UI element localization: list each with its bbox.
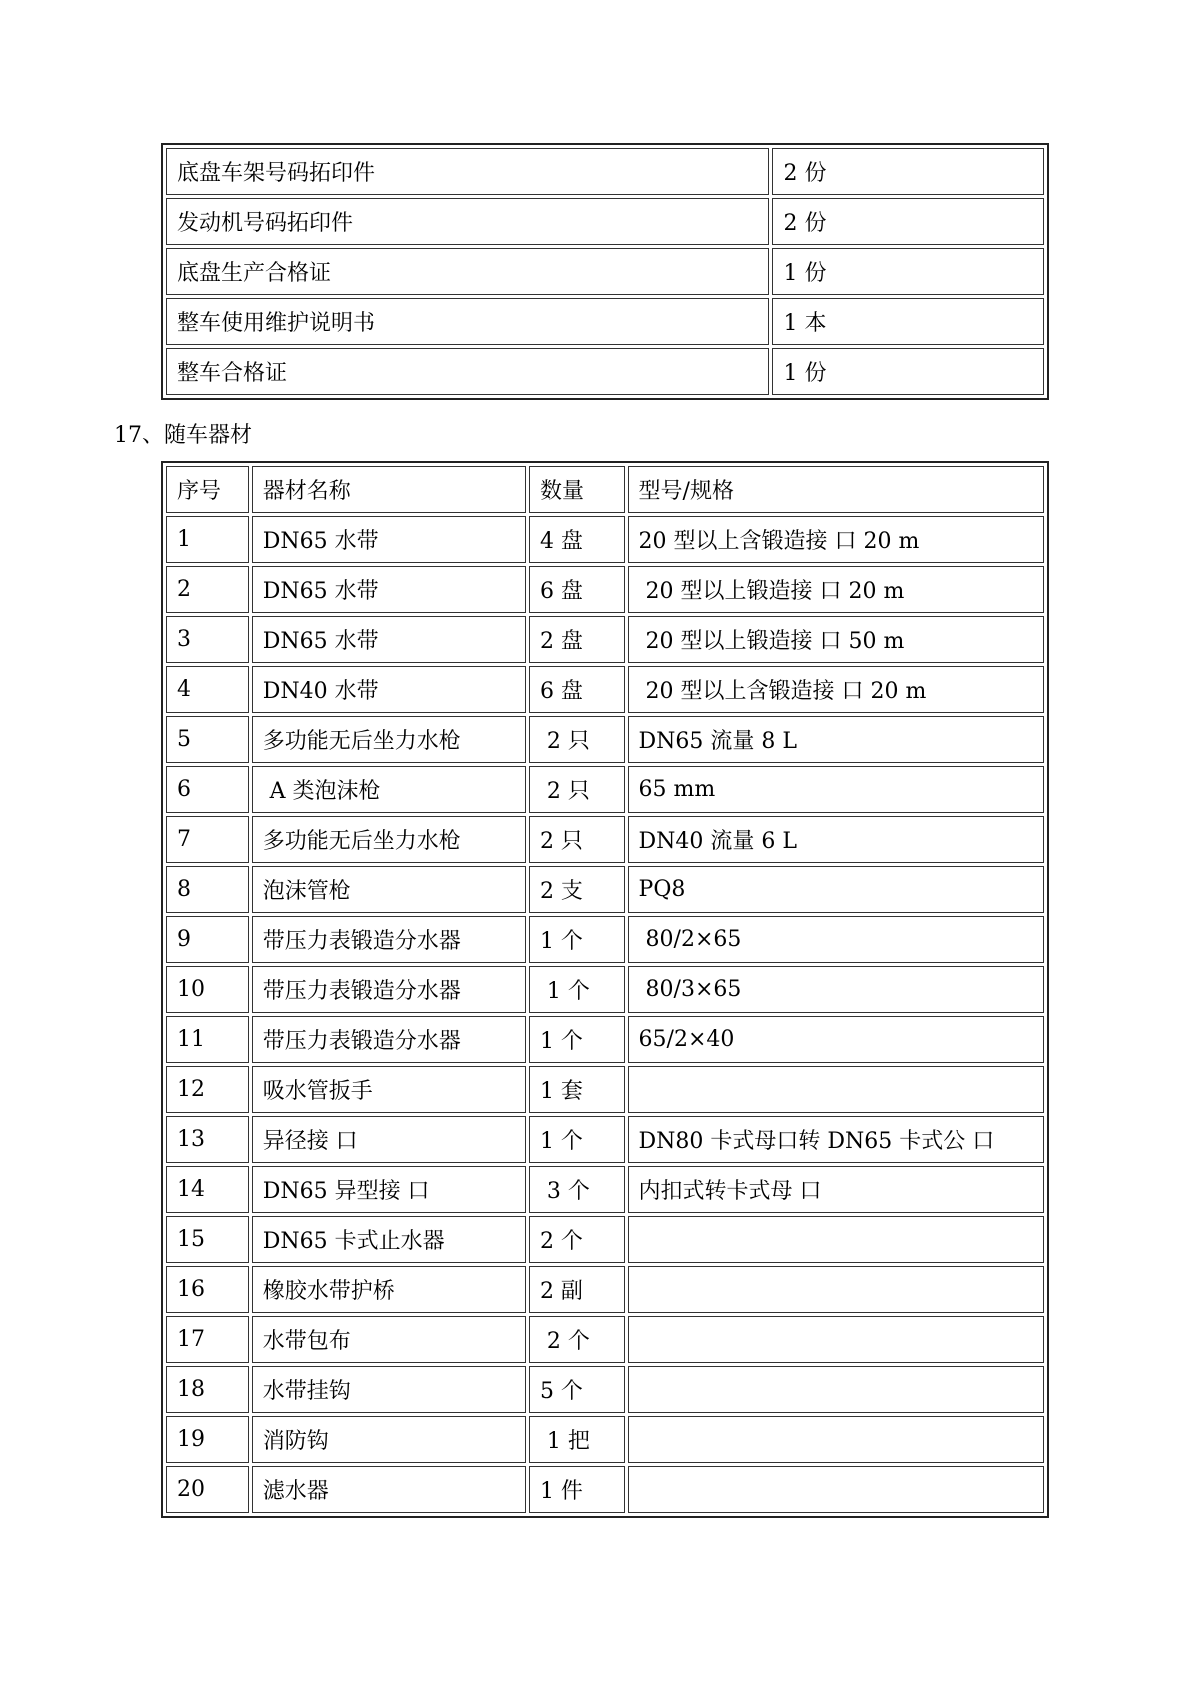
equipment-spec [628, 1266, 1044, 1313]
equipment-no: 16 [166, 1266, 249, 1313]
document-name: 整车使用维护说明书 [166, 298, 769, 345]
equipment-no: 20 [166, 1466, 249, 1513]
equipment-spec [628, 1416, 1044, 1463]
equipment-spec [628, 1466, 1044, 1513]
table-row [166, 198, 1044, 245]
table-row [166, 966, 1044, 1013]
equipment-spec [628, 1366, 1044, 1413]
document-name: 整车合格证 [166, 348, 769, 395]
documents-table [161, 143, 1049, 400]
equipment-name: A 类泡沫枪 [252, 766, 526, 813]
equipment-no: 7 [166, 816, 249, 863]
equipment-qty: 1 个 [529, 916, 625, 963]
equipment-name: 吸水管扳手 [252, 1066, 526, 1113]
table-row [166, 816, 1044, 863]
table-row [166, 1316, 1044, 1363]
table-row [166, 566, 1044, 613]
document-qty: 1 份 [772, 348, 1044, 395]
table-row [166, 666, 1044, 713]
equipment-spec: 20 型以上含锻造接 口 20 m [628, 666, 1044, 713]
equipment-no: 10 [166, 966, 249, 1013]
table-row [166, 866, 1044, 913]
table-row [166, 1166, 1044, 1213]
equipment-no: 8 [166, 866, 249, 913]
equipment-qty: 1 个 [529, 966, 625, 1013]
document-name: 底盘生产合格证 [166, 248, 769, 295]
equipment-spec: 20 型以上锻造接 口 50 m [628, 616, 1044, 663]
equipment-name: 带压力表锻造分水器 [252, 916, 526, 963]
equipment-qty: 2 盘 [529, 616, 625, 663]
equipment-qty: 6 盘 [529, 566, 625, 613]
equipment-name: 异径接 口 [252, 1116, 526, 1163]
equipment-name: 水带挂钩 [252, 1366, 526, 1413]
document-qty: 1 本 [772, 298, 1044, 345]
equipment-no: 14 [166, 1166, 249, 1213]
table-row [166, 1016, 1044, 1063]
equipment-qty: 1 件 [529, 1466, 625, 1513]
equipment-name: 水带包布 [252, 1316, 526, 1363]
equipment-header-row [166, 466, 1044, 513]
equipment-no: 17 [166, 1316, 249, 1363]
equipment-name: 带压力表锻造分水器 [252, 966, 526, 1013]
equipment-qty: 1 个 [529, 1116, 625, 1163]
equipment-table-body [166, 516, 1044, 1513]
equipment-no: 3 [166, 616, 249, 663]
header-name: 器材名称 [252, 466, 526, 513]
table-row [166, 1466, 1044, 1513]
equipment-qty: 3 个 [529, 1166, 625, 1213]
equipment-no: 6 [166, 766, 249, 813]
equipment-no: 15 [166, 1216, 249, 1263]
header-qty: 数量 [529, 466, 625, 513]
equipment-name: 滤水器 [252, 1466, 526, 1513]
table-row [166, 1416, 1044, 1463]
documents-table-body [166, 148, 1044, 395]
document-qty: 1 份 [772, 248, 1044, 295]
equipment-no: 18 [166, 1366, 249, 1413]
table-row [166, 248, 1044, 295]
section-heading: 17、随车器材 [114, 423, 252, 448]
table-row [166, 916, 1044, 963]
header-no: 序号 [166, 466, 249, 513]
equipment-spec: 内扣式转卡式母 口 [628, 1166, 1044, 1213]
table-row [166, 348, 1044, 395]
equipment-no: 12 [166, 1066, 249, 1113]
table-row [166, 148, 1044, 195]
equipment-spec: DN40 流量 6 L [628, 816, 1044, 863]
equipment-name: DN65 卡式止水器 [252, 1216, 526, 1263]
document-name: 发动机号码拓印件 [166, 198, 769, 245]
equipment-name: DN65 水带 [252, 566, 526, 613]
equipment-spec: DN65 流量 8 L [628, 716, 1044, 763]
equipment-qty: 4 盘 [529, 516, 625, 563]
table-row [166, 766, 1044, 813]
equipment-name: DN65 水带 [252, 616, 526, 663]
equipment-no: 1 [166, 516, 249, 563]
equipment-spec [628, 1216, 1044, 1263]
equipment-spec: DN80 卡式母口转 DN65 卡式公 口 [628, 1116, 1044, 1163]
document-qty: 2 份 [772, 148, 1044, 195]
equipment-spec: 80/3×65 [628, 966, 1044, 1013]
equipment-name: 多功能无后坐力水枪 [252, 816, 526, 863]
equipment-name: 橡胶水带护桥 [252, 1266, 526, 1313]
equipment-no: 11 [166, 1016, 249, 1063]
equipment-spec: 20 型以上锻造接 口 20 m [628, 566, 1044, 613]
equipment-name: DN40 水带 [252, 666, 526, 713]
table-row [166, 616, 1044, 663]
table-row [166, 1216, 1044, 1263]
equipment-name: DN65 水带 [252, 516, 526, 563]
equipment-spec: 65/2×40 [628, 1016, 1044, 1063]
equipment-qty: 1 个 [529, 1016, 625, 1063]
equipment-name: 消防钩 [252, 1416, 526, 1463]
equipment-no: 19 [166, 1416, 249, 1463]
equipment-no: 4 [166, 666, 249, 713]
table-row [166, 1266, 1044, 1313]
equipment-no: 5 [166, 716, 249, 763]
table-row [166, 298, 1044, 345]
equipment-qty: 2 只 [529, 766, 625, 813]
equipment-name: 多功能无后坐力水枪 [252, 716, 526, 763]
equipment-spec [628, 1066, 1044, 1113]
equipment-no: 9 [166, 916, 249, 963]
table-row [166, 1366, 1044, 1413]
equipment-spec: 20 型以上含锻造接 口 20 m [628, 516, 1044, 563]
equipment-name: 带压力表锻造分水器 [252, 1016, 526, 1063]
equipment-qty: 2 副 [529, 1266, 625, 1313]
equipment-qty: 6 盘 [529, 666, 625, 713]
document-name: 底盘车架号码拓印件 [166, 148, 769, 195]
equipment-qty: 5 个 [529, 1366, 625, 1413]
table-row [166, 1116, 1044, 1163]
table-row [166, 716, 1044, 763]
equipment-spec [628, 1316, 1044, 1363]
equipment-qty: 2 只 [529, 816, 625, 863]
equipment-qty: 1 套 [529, 1066, 625, 1113]
equipment-table [161, 461, 1049, 1518]
equipment-qty: 2 只 [529, 716, 625, 763]
equipment-qty: 2 支 [529, 866, 625, 913]
equipment-name: 泡沫管枪 [252, 866, 526, 913]
document-qty: 2 份 [772, 198, 1044, 245]
equipment-qty: 2 个 [529, 1316, 625, 1363]
equipment-no: 13 [166, 1116, 249, 1163]
equipment-qty: 1 把 [529, 1416, 625, 1463]
equipment-spec: PQ8 [628, 866, 1044, 913]
equipment-no: 2 [166, 566, 249, 613]
header-spec: 型号/规格 [628, 466, 1044, 513]
equipment-qty: 2 个 [529, 1216, 625, 1263]
equipment-name: DN65 异型接 口 [252, 1166, 526, 1213]
equipment-spec: 65 mm [628, 766, 1044, 813]
equipment-spec: 80/2×65 [628, 916, 1044, 963]
table-row [166, 1066, 1044, 1113]
table-row [166, 516, 1044, 563]
